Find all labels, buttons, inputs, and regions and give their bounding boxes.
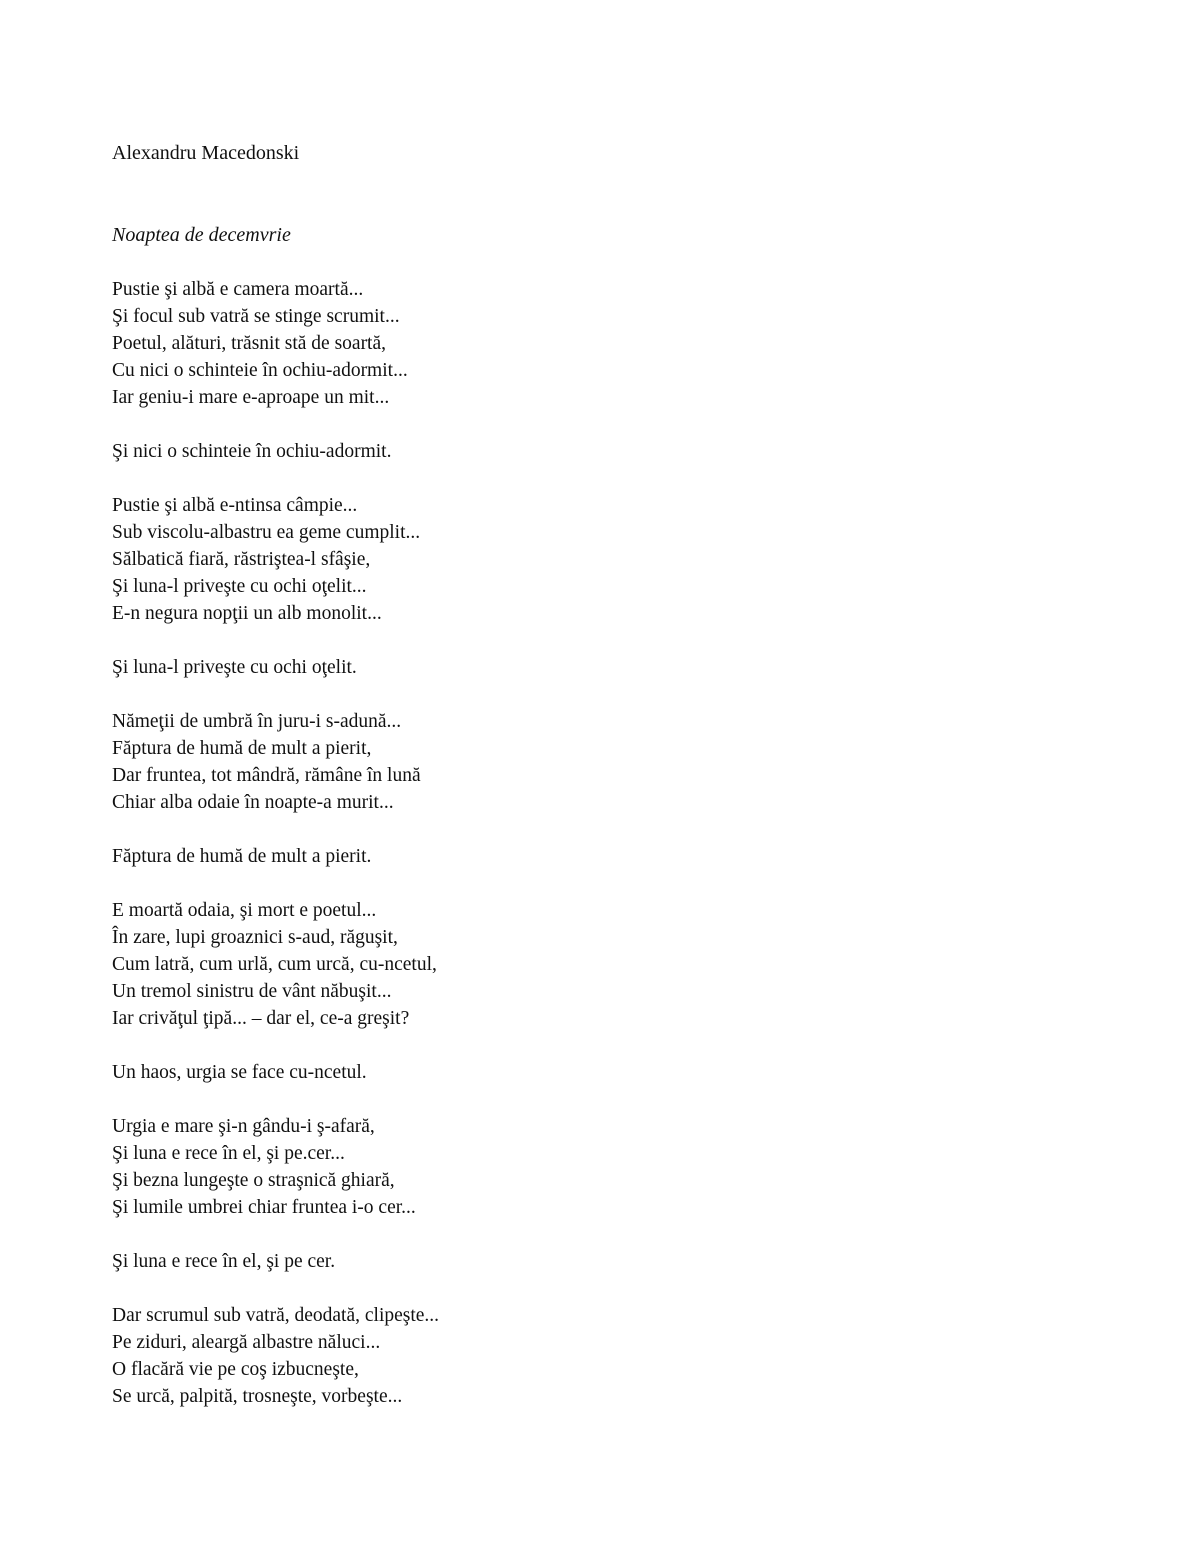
refrain: [112, 843, 439, 870]
refrain: [112, 654, 439, 681]
poem-line: Pustie şi albă e-ntinsa câmpie...: [112, 495, 358, 516]
poem-line: Şi bezna lungeşte o straşnică ghiară,: [112, 1170, 395, 1191]
poem-line: Chiar alba odaie în noapte-a murit...: [112, 792, 394, 813]
poem-line: În zare, lupi groaznici s-aud, răguşit,: [112, 927, 398, 948]
poem-line: Iar geniu-i mare e-aproape un mit...: [112, 387, 390, 408]
poem-line: Dar scrumul sub vatră, deodată, clipeşte...: [112, 1305, 440, 1326]
poem-line: Şi lumile umbrei chiar fruntea i-o cer...: [112, 1197, 416, 1218]
stanza: [112, 1113, 439, 1221]
stanza: [112, 897, 439, 1032]
poem-line: Iar crivăţul ţipă... – dar el, ce-a greşit?: [112, 1008, 410, 1029]
poem-line: Cu nici o schinteie în ochiu-adormit...: [112, 360, 408, 381]
poem-line: Şi luna e rece în el, şi pe cer.: [112, 1251, 336, 1272]
poem-line: Pe ziduri, aleargă albastre năluci...: [112, 1332, 381, 1353]
poem-title: Noaptea de decemvrie: [112, 224, 291, 246]
stanza: [112, 708, 439, 816]
poem-line: Un haos, urgia se face cu-ncetul.: [112, 1062, 367, 1083]
stanza: [112, 1302, 439, 1410]
poem-line: Sălbatică fiară, răstriştea-l sfâşie,: [112, 549, 371, 570]
poem-line: Şi focul sub vatră se stinge scrumit...: [112, 306, 400, 327]
poem-line: E-n negura nopţii un alb monolit...: [112, 603, 382, 624]
poem-line: Şi nici o schinteie în ochiu-adormit.: [112, 441, 392, 462]
poem-line: Nămeţii de umbră în juru-i s-adună...: [112, 711, 402, 732]
poem-line: Făptura de humă de mult a pierit,: [112, 738, 372, 759]
author-name: Alexandru Macedonski: [112, 142, 300, 164]
poem-line: O flacără vie pe coş izbucneşte,: [112, 1359, 359, 1380]
poem-line: Şi luna-l priveşte cu ochi oţelit.: [112, 657, 357, 678]
poem-body: [112, 276, 439, 1437]
refrain: [112, 438, 439, 465]
poem-line: Cum latră, cum urlă, cum urcă, cu-ncetul,: [112, 954, 437, 975]
poem-line: Poetul, alături, trăsnit stă de soartă,: [112, 333, 387, 354]
stanza: [112, 276, 439, 411]
poem-line: Un tremol sinistru de vânt năbuşit...: [112, 981, 392, 1002]
refrain: [112, 1059, 439, 1086]
poem-line: Se urcă, palpită, trosneşte, vorbeşte...: [112, 1386, 403, 1407]
poem-line: Dar fruntea, tot mândră, rămâne în lună: [112, 765, 421, 786]
poem-line: Urgia e mare şi-n gându-i ş-afară,: [112, 1116, 375, 1137]
poem-line: Pustie şi albă e camera moartă...: [112, 279, 364, 300]
poem-line: E moartă odaia, şi mort e poetul...: [112, 900, 377, 921]
poem-line: Şi luna-l priveşte cu ochi oţelit...: [112, 576, 367, 597]
refrain: [112, 1248, 439, 1275]
stanza: [112, 492, 439, 627]
poem-line: Şi luna e rece în el, şi pe.cer...: [112, 1143, 345, 1164]
poem-line: Sub viscolu-albastru ea geme cumplit...: [112, 522, 421, 543]
poem-line: Făptura de humă de mult a pierit.: [112, 846, 372, 867]
